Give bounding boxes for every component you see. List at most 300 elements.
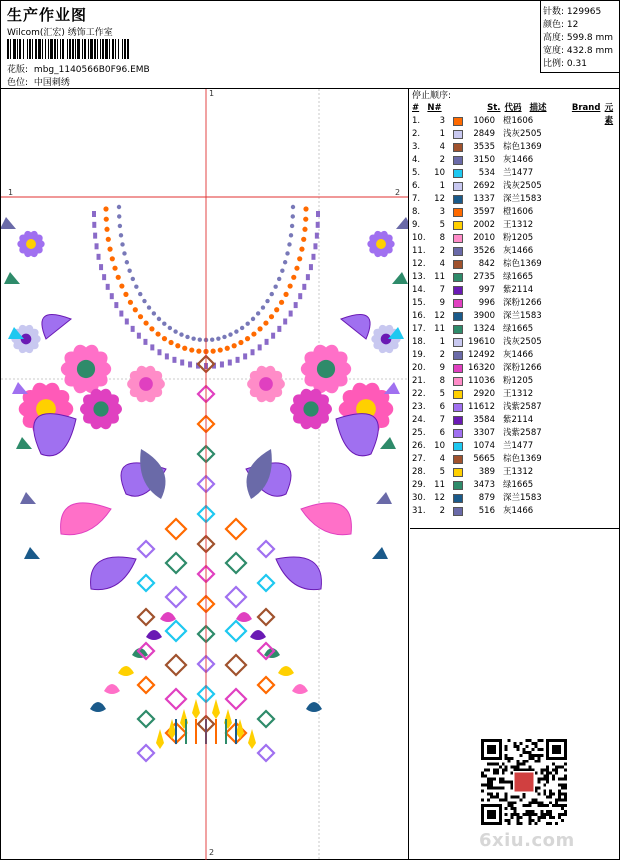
marker-right: 2 (395, 188, 401, 197)
leaf (4, 272, 20, 284)
stitch-leaf (93, 233, 97, 239)
stitch-leaf (316, 211, 320, 217)
pattern-label: 花版: (7, 65, 29, 75)
row-index: 8. (412, 207, 421, 217)
bead-orange (302, 227, 307, 232)
row-needle: 1 (439, 337, 445, 347)
bead-lavender (291, 205, 295, 209)
color-swatch (453, 195, 463, 204)
bead-orange (112, 266, 117, 271)
site-watermark: 6xiu.com (479, 830, 575, 851)
design-width: 宽度: 432.8 mm (543, 46, 614, 56)
bead-lavender (118, 224, 122, 228)
small-flower (306, 702, 322, 712)
row-index: 13. (412, 272, 426, 282)
row-stitches: 3584 (473, 415, 495, 425)
marker-top: 1 (209, 89, 215, 98)
butterfly-wing (341, 315, 370, 340)
stitch-leaf (106, 284, 110, 290)
bead-orange (107, 247, 112, 252)
side-diamond (226, 621, 246, 641)
bead-lavender (119, 233, 123, 237)
col-header-element: 元素 (604, 103, 614, 126)
row-code: 灰1466 (503, 506, 534, 516)
stitch-leaf (157, 349, 161, 355)
row-needle: 2 (439, 350, 445, 360)
bead-orange (274, 307, 279, 312)
row-needle: 8 (439, 233, 445, 243)
row-index: 26. (412, 441, 426, 451)
row-code: 棕色1369 (503, 454, 542, 464)
row-needle: 6 (439, 428, 445, 438)
row-needle: 1 (439, 181, 445, 191)
stitch-leaf (311, 254, 315, 260)
table-row (412, 271, 620, 284)
side-diamond (226, 689, 246, 709)
color-swatch (453, 416, 463, 425)
bead-orange (218, 347, 223, 352)
row-stitches: 996 (478, 298, 495, 308)
stitch-leaf (150, 344, 154, 350)
side-diamond (258, 541, 274, 557)
row-needle: 12 (434, 194, 445, 204)
bead-lavender (280, 269, 284, 273)
side-diamond (138, 575, 154, 591)
bead-orange (162, 336, 167, 341)
tulip-yellow (156, 729, 164, 749)
side-diamond (138, 541, 154, 557)
col-header-stitches: St. (487, 103, 501, 113)
side-diamond (138, 677, 154, 693)
small-flower (118, 666, 134, 676)
color-swatch (453, 468, 463, 477)
bead-lavender (120, 242, 124, 246)
row-code: 橙1606 (503, 207, 534, 217)
flower-small-center (139, 377, 153, 391)
flower-magenta-center (303, 401, 318, 416)
bead-lavender (198, 337, 202, 341)
color-swatch (453, 325, 463, 334)
color-swatch (453, 260, 463, 269)
row-index: 21. (412, 376, 426, 386)
bead-lavender (179, 332, 183, 336)
stats-box (540, 1, 620, 73)
table-row (412, 505, 620, 518)
row-code: 深兰1583 (503, 194, 542, 204)
row-stitches: 11036 (467, 376, 495, 386)
color-label: 色位: (7, 78, 29, 88)
small-flower (278, 666, 294, 676)
bead-orange (283, 292, 288, 297)
bead-lavender (168, 326, 172, 330)
color-swatch (453, 390, 463, 399)
row-stitches: 5665 (473, 454, 495, 464)
row-index: 18. (412, 337, 426, 347)
stitch-leaf (302, 284, 306, 290)
marker-bottom: 2 (209, 848, 215, 857)
leaf (372, 547, 388, 559)
flower-large-center (77, 360, 95, 378)
stitch-leaf (99, 264, 103, 270)
bead-orange (143, 320, 148, 325)
bead-orange (238, 340, 243, 345)
row-index: 4. (412, 155, 421, 165)
stitch-leaf (258, 344, 262, 350)
stitch-leaf (97, 254, 101, 260)
bead-lavender (127, 269, 131, 273)
stitch-leaf (172, 357, 176, 363)
row-index: 1. (412, 116, 421, 126)
color-swatch (453, 234, 463, 243)
side-diamond (258, 677, 274, 693)
row-needle: 12 (434, 311, 445, 321)
stitch-leaf (220, 361, 224, 367)
leaf (396, 217, 409, 229)
row-needle: 2 (439, 246, 445, 256)
stitch-leaf (251, 349, 255, 355)
row-stitches: 11612 (467, 402, 495, 412)
row-needle: 11 (434, 272, 445, 282)
fan-flower (301, 503, 351, 535)
color-swatch (453, 156, 463, 165)
row-index: 17. (412, 324, 426, 334)
bead-lavender (289, 233, 293, 237)
row-stitches: 3535 (473, 142, 495, 152)
row-needle: 4 (439, 259, 445, 269)
bead-orange (303, 217, 308, 222)
stitch-leaf (236, 357, 240, 363)
side-diamond (258, 575, 274, 591)
row-code: 浅灰2505 (503, 181, 542, 191)
bead-lavender (216, 336, 220, 340)
small-flower (160, 612, 176, 622)
row-code: 绿1665 (503, 272, 534, 282)
row-stitches: 12492 (467, 350, 495, 360)
row-code: 王1312 (503, 389, 534, 399)
bead-lavender (256, 311, 260, 315)
bead-orange (138, 314, 143, 319)
col-header-description: 描述 (529, 103, 547, 113)
flower-large-center (317, 360, 335, 378)
row-needle: 12 (434, 493, 445, 503)
row-index: 2. (412, 129, 421, 139)
row-needle: 5 (439, 467, 445, 477)
row-index: 15. (412, 298, 426, 308)
row-stitches: 2002 (473, 220, 495, 230)
bead-orange (211, 349, 216, 354)
bead-orange (303, 206, 308, 211)
stitch-leaf (271, 333, 275, 339)
bead-orange (257, 326, 262, 331)
side-diamond (226, 587, 246, 607)
bead-orange (175, 343, 180, 348)
color-swatch (453, 130, 463, 139)
bead-orange (182, 346, 187, 351)
row-stitches: 19610 (467, 337, 495, 347)
bead-orange (104, 217, 109, 222)
col-header-index: # (412, 103, 420, 113)
bead-lavender (142, 299, 146, 303)
row-needle: 5 (439, 220, 445, 230)
row-stitches: 2692 (473, 181, 495, 191)
row-stitches: 1074 (473, 441, 495, 451)
table-row (412, 414, 620, 427)
bead-lavender (291, 214, 295, 218)
color-swatch (453, 286, 463, 295)
row-code: 深兰1583 (503, 311, 542, 321)
bead-lavender (157, 317, 161, 321)
color-swatch (453, 117, 463, 126)
butterfly-wing (91, 557, 136, 590)
col-header-code: 代码 (504, 103, 522, 113)
side-diamond (166, 621, 186, 641)
row-code: 深粉1266 (503, 363, 542, 373)
small-flower (292, 684, 308, 694)
row-code: 兰1477 (503, 441, 534, 451)
side-diamond (166, 655, 186, 675)
row-code: 橙1606 (503, 116, 534, 126)
stitch-leaf (102, 274, 106, 280)
table-row (412, 453, 620, 466)
bead-orange (245, 336, 250, 341)
tulip-yellow (212, 699, 220, 719)
table-row (412, 284, 620, 297)
flower-small-center (259, 377, 273, 391)
stitch-leaf (309, 264, 313, 270)
stitch-leaf (306, 274, 310, 280)
row-index: 25. (412, 428, 426, 438)
row-stitches: 2010 (473, 233, 495, 243)
row-needle: 9 (439, 298, 445, 308)
row-needle: 8 (439, 376, 445, 386)
row-stitches: 3150 (473, 155, 495, 165)
table-row (412, 128, 620, 141)
row-stitches: 534 (478, 168, 495, 178)
row-index: 11. (412, 246, 426, 256)
row-code: 王1312 (503, 467, 534, 477)
bead-lavender (185, 335, 189, 339)
row-needle: 5 (439, 389, 445, 399)
leaf (392, 272, 408, 284)
stitch-leaf (265, 339, 269, 345)
pattern-info (7, 62, 150, 75)
stitch-count: 针数: 129965 (543, 7, 602, 17)
bead-lavender (287, 242, 291, 246)
embroidery-preview (1, 89, 409, 860)
color-swatch (453, 143, 463, 152)
table-row (412, 401, 620, 414)
bead-lavender (117, 205, 121, 209)
side-diamond (166, 519, 186, 539)
table-row (412, 375, 620, 388)
bead-orange (269, 314, 274, 319)
row-code: 王1312 (503, 220, 534, 230)
row-stitches: 3597 (473, 207, 495, 217)
side-diamond (166, 587, 186, 607)
row-stitches: 3307 (473, 428, 495, 438)
row-code: 深兰1583 (503, 493, 542, 503)
barcode (7, 39, 235, 59)
row-index: 24. (412, 415, 426, 425)
color-swatch (453, 481, 463, 490)
table-row (412, 297, 620, 310)
bead-orange (110, 256, 115, 261)
flower-magenta-center (93, 401, 108, 416)
bead-orange (251, 331, 256, 336)
row-index: 20. (412, 363, 426, 373)
row-needle: 6 (439, 402, 445, 412)
row-needle: 3 (439, 207, 445, 217)
row-stitches: 842 (478, 259, 495, 269)
row-stitches: 3900 (473, 311, 495, 321)
color-swatch (453, 507, 463, 516)
row-needle: 11 (434, 324, 445, 334)
bead-orange (232, 343, 237, 348)
bead-lavender (285, 251, 289, 255)
small-flower (90, 702, 106, 712)
row-code: 灰1466 (503, 246, 534, 256)
side-diamond (258, 745, 274, 761)
bead-orange (294, 266, 299, 271)
row-index: 3. (412, 142, 421, 152)
row-index: 7. (412, 194, 421, 204)
bead-lavender (125, 260, 129, 264)
bead-lavender (240, 326, 244, 330)
stitch-leaf (188, 361, 192, 367)
row-index: 6. (412, 181, 421, 191)
tulip-yellow (248, 729, 256, 749)
row-code: 棕色1369 (503, 259, 542, 269)
table-row (412, 232, 620, 245)
bead-orange (128, 300, 133, 305)
stitch-leaf (289, 311, 293, 317)
color-swatch (453, 221, 463, 230)
bead-orange (155, 331, 160, 336)
color-swatch (453, 455, 463, 464)
col-header-needle: N# (427, 103, 442, 113)
tulip-yellow (192, 699, 200, 719)
row-code: 兰1477 (503, 168, 534, 178)
design-scale: 比例: 0.31 (543, 59, 587, 69)
side-diamond (138, 711, 154, 727)
marker-left: 1 (8, 188, 14, 197)
side-diamond (226, 553, 246, 573)
bead-lavender (283, 260, 287, 264)
color-swatch (453, 429, 463, 438)
color-swatch (453, 182, 463, 191)
small-flower (236, 612, 252, 622)
row-needle: 9 (439, 363, 445, 373)
bead-lavender (162, 322, 166, 326)
row-index: 12. (412, 259, 426, 269)
bead-orange (106, 237, 111, 242)
table-row (412, 115, 620, 128)
leaf (20, 492, 36, 504)
stitch-leaf (313, 243, 317, 249)
row-code: 绿1665 (503, 480, 534, 490)
bead-orange (297, 256, 302, 261)
leaf (16, 437, 32, 449)
header (1, 1, 620, 89)
row-index: 9. (412, 220, 421, 230)
table-row (412, 245, 620, 258)
leaf (384, 382, 400, 394)
row-index: 19. (412, 350, 426, 360)
row-code: 粉1205 (503, 376, 534, 386)
table-row (412, 479, 620, 492)
table-row (412, 388, 620, 401)
stitch-leaf (114, 302, 118, 308)
color-swatch (453, 377, 463, 386)
bead-lavender (277, 277, 281, 281)
color-swatch (453, 338, 463, 347)
bead-orange (288, 283, 293, 288)
row-needle: 2 (439, 506, 445, 516)
row-code: 灰1466 (503, 155, 534, 165)
side-diamond (166, 689, 186, 709)
embroidery-artwork (1, 89, 409, 860)
stop-sequence-title: 停止顺序: (412, 91, 452, 101)
color-swatch (453, 442, 463, 451)
row-index: 14. (412, 285, 426, 295)
side-diamond (258, 609, 274, 625)
table-row (412, 310, 620, 323)
bead-lavender (117, 214, 121, 218)
small-flower (146, 630, 162, 640)
row-code: 紫2114 (503, 285, 534, 295)
table-row (412, 466, 620, 479)
row-needle: 3 (439, 116, 445, 126)
bead-orange (168, 340, 173, 345)
stitch-leaf (298, 293, 302, 299)
row-index: 5. (412, 168, 421, 178)
stitch-leaf (125, 318, 129, 324)
row-stitches: 1060 (473, 116, 495, 126)
butterfly-wing (336, 414, 378, 456)
stitch-leaf (92, 222, 96, 228)
row-needle: 10 (434, 441, 445, 451)
bead-orange (279, 300, 284, 305)
bead-lavender (234, 329, 238, 333)
row-index: 16. (412, 311, 426, 321)
row-index: 31. (412, 506, 426, 516)
row-code: 浅紫2587 (503, 402, 542, 412)
row-needle: 10 (434, 168, 445, 178)
table-row (412, 167, 620, 180)
color-swatch (453, 351, 463, 360)
stitch-leaf (180, 360, 184, 366)
row-needle: 11 (434, 480, 445, 490)
bead-lavender (273, 285, 277, 289)
color-swatch (453, 247, 463, 256)
table-row (412, 206, 620, 219)
color-info (7, 75, 70, 88)
stitch-leaf (315, 233, 319, 239)
bead-lavender (173, 329, 177, 333)
bead-lavender (210, 337, 214, 341)
flower-top-center (26, 239, 36, 249)
bead-lavender (134, 285, 138, 289)
row-code: 深粉1266 (503, 298, 542, 308)
stitch-leaf (137, 333, 141, 339)
stitch-leaf (283, 318, 287, 324)
fan-flower (61, 503, 111, 535)
bead-orange (189, 347, 194, 352)
row-stitches: 1324 (473, 324, 495, 334)
leaf (12, 382, 28, 394)
row-stitches: 879 (478, 493, 495, 503)
bead-lavender (122, 251, 126, 255)
